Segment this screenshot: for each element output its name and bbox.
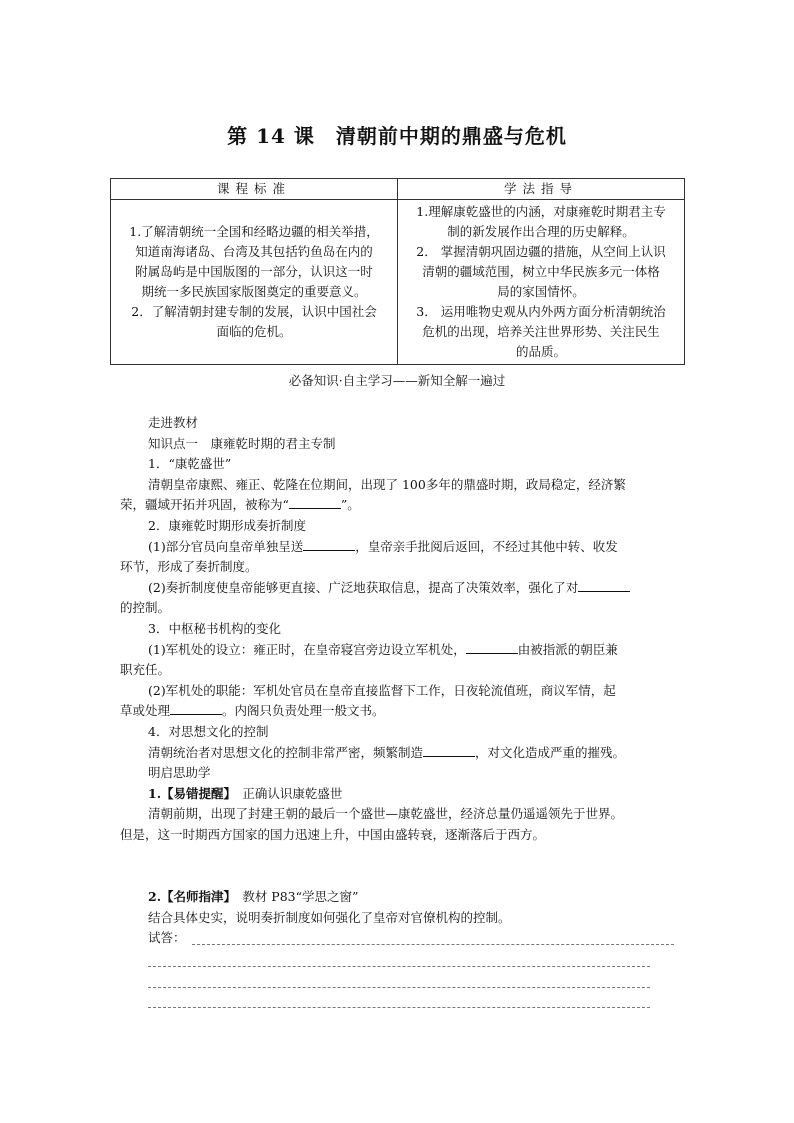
text: 荣，疆域开拓并巩固，被称为“ [120,497,289,513]
guide-line: 的品质。 [515,344,566,359]
fill-blank[interactable] [303,537,355,551]
fill-blank[interactable] [578,578,630,592]
std-line: 2．了解清朝封建专制的发展，认识中国社会 [131,304,377,319]
heading-3: 3．中枢秘书机构的变化 [148,620,281,636]
answer-line[interactable] [192,944,674,945]
tip-2-heading [120,887,680,908]
text: 清朝统治者对思想文化的控制非常严密，频繁制造 [148,744,424,760]
std-line: 1.了解清朝统一全国和经略边疆的相关举措， [129,224,379,239]
guide-line: 制的新发展作出合理的历史解释。 [447,224,635,239]
std-line: 面临的危机。 [216,324,292,339]
text: 由被指派的朝臣兼 [517,641,618,657]
tip-1-heading [120,784,680,805]
intro-heading: 走进教材 [148,415,199,430]
tip-paragraph: 清朝前期，出现了封建王朝的最后一个盛世—康乾盛世，经济总量仍遥遥领先于世界。 [148,806,624,822]
paragraph [120,640,680,661]
tip-title: 正确认识康乾盛世 [229,785,343,801]
text: 草或处理 [120,703,171,719]
knowledge-body [120,413,680,845]
guide-line: 局的家国情怀。 [497,284,585,299]
std-line: 知道南海诸岛、台湾及其包括钓鱼岛在内的 [135,244,373,259]
knowledge-point-title: 知识点一 康雍乾时期的君主专制 [148,435,336,451]
fill-blank[interactable] [466,640,518,654]
text: 。内阁只负责处理一般文书。 [222,703,385,719]
answer-line[interactable] [148,987,650,988]
guide-line: 1.理解康乾盛世的内涵，对康雍乾时期君主专 [416,204,666,219]
paragraph [120,578,680,599]
fill-blank[interactable] [170,701,222,715]
tip-label: 2.【名师指津】 [148,889,230,904]
text: ，皇帝亲手批阅后返回，不经过其他中转、收发 [355,538,618,554]
text: ，对文化造成严重的摧残。 [475,744,626,760]
heading-2: 2．康雍乾时期形成奏折制度 [148,517,306,533]
question: 结合具体史实，说明奏折制度如何强化了皇帝对官僚机构的控制。 [148,909,511,925]
paragraph [120,701,680,722]
tip-title: 教材 P83“学思之窗” [229,889,359,904]
paragraph: 清朝皇帝康熙、雍正、乾隆在位期间，出现了 100多年的鼎盛时期，政局稳定，经济繁 [148,476,626,492]
guide-line: 清朝的疆域范围，树立中华民族多元一体格 [422,264,660,279]
std-line: 附属岛屿是中国版图的一部分，认识这一时 [135,264,373,279]
study-guide-header: 学法指导 [398,179,685,200]
paragraph: 的控制。 [120,600,171,616]
paragraph [120,537,680,558]
paragraph [120,495,680,516]
study-guide-cell [398,200,685,365]
curriculum-standard-header: 课程标准 [111,179,398,200]
heading-4: 4．对思想文化的控制 [148,723,269,739]
std-line: 期统一多民族国家版图奠定的重要意义。 [141,284,367,299]
curriculum-standard-cell [111,200,398,365]
guide-line: 危机的出现，培养关注世界形势、关注民生 [422,324,660,339]
fill-blank[interactable] [423,743,475,757]
tip-label: 1.【易错提醒】 [148,785,230,801]
text: (1)部分官员向皇帝单独呈送 [148,538,304,554]
paragraph: 职充任。 [120,662,171,678]
standards-table [110,178,685,365]
paragraph: 环节，形成了奏折制度。 [120,559,258,575]
heading-1: 1．“康乾盛世” [148,456,232,472]
text: ”。 [340,497,360,513]
guide-line: 2． 掌握清朝巩固边疆的措施，从空间上认识 [416,244,666,259]
teacher-guide [120,887,680,949]
text: (2)奏折制度使皇帝能够更直接、广泛地获取信息，提高了决策效率，强化了对 [148,579,579,595]
fill-blank[interactable] [289,495,341,509]
answer-line[interactable] [148,966,650,967]
tip-paragraph: 但是，这一时期西方国家的国力迅速上升，中国由盛转衰，逐渐落后于西方。 [120,826,546,842]
page-title: 第 14 课 清朝前中期的鼎盛与危机 [227,124,567,148]
answer-line[interactable] [148,1007,650,1008]
guide-line: 3． 运用唯物史观从内外两方面分析清朝统治 [416,304,666,319]
tip-heading: 明启思助学 [148,765,211,781]
text: (1)军机处的设立：雍正时，在皇帝寝宫旁边设立军机处， [148,641,466,657]
paragraph [120,743,680,764]
answer-label: 试答： [148,930,186,946]
section-title: 必备知识·自主学习——新知全解一遍过 [288,373,506,388]
paragraph: (2)军机处的职能：军机处官员在皇帝直接监督下工作，日夜轮流值班，商议军情，起 [148,682,616,698]
